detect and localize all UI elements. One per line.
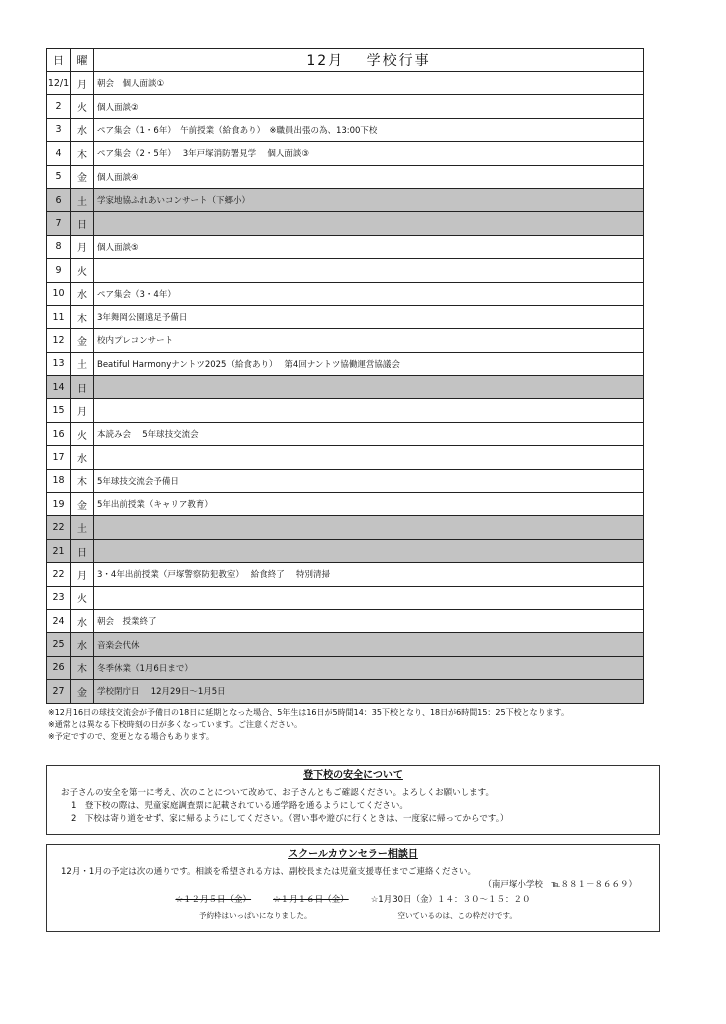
event-cell: 個人面談② bbox=[94, 95, 644, 118]
weekday-cell: 火 bbox=[71, 95, 94, 118]
schedule-row bbox=[47, 259, 644, 282]
event-cell: 5年出前授業（キャリア教育） bbox=[94, 493, 644, 516]
day-cell: 26 bbox=[47, 656, 71, 679]
safety-intro: お子さんの安全を第一に考え、次のことについて改めて、お子さんともご確認ください。よろしくお願いします。 bbox=[61, 788, 494, 798]
event-cell: 5年球技交流会予備日 bbox=[94, 469, 644, 492]
schedule-row bbox=[47, 609, 644, 632]
schedule-row bbox=[47, 493, 644, 516]
weekday-cell: 水 bbox=[71, 609, 94, 632]
weekday-cell: 土 bbox=[71, 352, 94, 375]
day-cell: 23 bbox=[47, 586, 71, 609]
day-cell: 14 bbox=[47, 376, 71, 399]
event-cell: 冬季休業（1月6日まで） bbox=[94, 656, 644, 679]
day-cell: 22 bbox=[47, 563, 71, 586]
weekday-cell: 木 bbox=[71, 469, 94, 492]
day-cell: 19 bbox=[47, 493, 71, 516]
school-contact: （南戸塚小学校 ℡８８１－８６６９） bbox=[483, 880, 637, 890]
day-cell: 5 bbox=[47, 165, 71, 188]
schedule-row bbox=[47, 95, 644, 118]
day-cell: 11 bbox=[47, 305, 71, 328]
schedule-row bbox=[47, 586, 644, 609]
weekday-cell: 木 bbox=[71, 656, 94, 679]
weekday-cell: 火 bbox=[71, 586, 94, 609]
day-cell: 7 bbox=[47, 212, 71, 235]
schedule-row bbox=[47, 399, 644, 422]
weekday-cell: 日 bbox=[71, 376, 94, 399]
counselor-date: ☆１月１６日（金） bbox=[273, 895, 349, 905]
event-cell: ペア集会（2・5年） 3年戸塚消防署見学 個人面談③ bbox=[94, 142, 644, 165]
event-cell: 3・4年出前授業（戸塚警察防犯教室） 給食終了 特別清掃 bbox=[94, 563, 644, 586]
weekday-cell: 月 bbox=[71, 399, 94, 422]
day-cell: 18 bbox=[47, 469, 71, 492]
safety-title: 登下校の安全について bbox=[303, 770, 403, 781]
counselor-date: ☆1月30日（金）１４：３０～１５：２０ bbox=[370, 895, 531, 905]
schedule-row bbox=[47, 212, 644, 235]
weekday-cell: 木 bbox=[71, 142, 94, 165]
event-cell bbox=[94, 446, 644, 469]
counselor-title: スクールカウンセラー相談日 bbox=[288, 849, 418, 860]
weekday-cell: 日 bbox=[71, 539, 94, 562]
schedule-row bbox=[47, 118, 644, 141]
event-cell bbox=[94, 259, 644, 282]
day-cell: 9 bbox=[47, 259, 71, 282]
schedule-row bbox=[47, 142, 644, 165]
day-cell: 21 bbox=[47, 539, 71, 562]
day-cell: 4 bbox=[47, 142, 71, 165]
safety-box bbox=[46, 765, 660, 835]
event-cell: 3年舞岡公園遠足予備日 bbox=[94, 305, 644, 328]
day-cell: 8 bbox=[47, 235, 71, 258]
day-cell: 10 bbox=[47, 282, 71, 305]
weekday-cell: 水 bbox=[71, 118, 94, 141]
safety-item: 2 下校は寄り道をせず、家に帰るようにしてください。（習い事や遊びに行くときは、一度家に帰ってからです。） bbox=[71, 814, 509, 824]
event-cell bbox=[94, 399, 644, 422]
schedule-row bbox=[47, 235, 644, 258]
schedule-row bbox=[47, 188, 644, 211]
schedule-table bbox=[46, 48, 644, 704]
event-cell: 本読み会 5年球技交流会 bbox=[94, 422, 644, 445]
event-cell bbox=[94, 586, 644, 609]
day-cell: 25 bbox=[47, 633, 71, 656]
event-cell: 学校閉庁日 12月29日～1月5日 bbox=[94, 680, 644, 703]
schedule-row bbox=[47, 305, 644, 328]
weekday-cell: 火 bbox=[71, 259, 94, 282]
schedule-row bbox=[47, 680, 644, 703]
note-line: ※予定ですので、変更となる場合もあります。 bbox=[48, 732, 214, 741]
counselor-intro: 12月・1月の予定は次の通りです。相談を希望される方は、副校長または児童支援専任までご連絡ください。 bbox=[61, 867, 477, 877]
header-day: 日 bbox=[47, 49, 71, 72]
day-cell: 27 bbox=[47, 680, 71, 703]
weekday-cell: 月 bbox=[71, 235, 94, 258]
event-cell bbox=[94, 539, 644, 562]
schedule-row bbox=[47, 469, 644, 492]
event-cell: 朝会 授業終了 bbox=[94, 609, 644, 632]
event-cell bbox=[94, 516, 644, 539]
event-cell: ペア集会（1・6年） 午前授業（給食あり） ※職員出張の為、13:00下校 bbox=[94, 118, 644, 141]
weekday-cell: 金 bbox=[71, 680, 94, 703]
weekday-cell: 金 bbox=[71, 329, 94, 352]
event-cell bbox=[94, 212, 644, 235]
schedule-row bbox=[47, 516, 644, 539]
event-cell bbox=[94, 376, 644, 399]
note-line: ※12月16日の球技交流会が予備日の18日に延期となった場合、5年生は16日が5時間14：35下校となり、18日が6時間15：25下校となります。 bbox=[48, 708, 569, 717]
page-title: 12月 学校行事 bbox=[94, 49, 644, 72]
day-cell: 22 bbox=[47, 516, 71, 539]
weekday-cell: 水 bbox=[71, 282, 94, 305]
schedule-row bbox=[47, 352, 644, 375]
weekday-cell: 金 bbox=[71, 493, 94, 516]
event-cell: Beatiful Harmonyナントツ2025（給食あり） 第4回ナントツ協働運営協議会 bbox=[94, 352, 644, 375]
weekday-cell: 日 bbox=[71, 212, 94, 235]
schedule-row bbox=[47, 72, 644, 95]
day-cell: 12 bbox=[47, 329, 71, 352]
event-cell: 個人面談⑤ bbox=[94, 235, 644, 258]
open-note: 空いているのは、この枠だけです。 bbox=[397, 911, 517, 920]
weekday-cell: 金 bbox=[71, 165, 94, 188]
schedule-row bbox=[47, 422, 644, 445]
event-cell: 個人面談④ bbox=[94, 165, 644, 188]
table-header-row bbox=[47, 49, 644, 72]
full-note: 予約枠はいっぱいになりました。 bbox=[199, 911, 312, 920]
day-cell: 12/1 bbox=[47, 72, 71, 95]
event-cell: ペア集会（3・4年） bbox=[94, 282, 644, 305]
day-cell: 6 bbox=[47, 188, 71, 211]
counselor-box bbox=[46, 844, 660, 932]
weekday-cell: 月 bbox=[71, 563, 94, 586]
schedule-row bbox=[47, 563, 644, 586]
weekday-cell: 水 bbox=[71, 446, 94, 469]
schedule-row bbox=[47, 539, 644, 562]
weekday-cell: 土 bbox=[71, 516, 94, 539]
schedule-row bbox=[47, 446, 644, 469]
day-cell: 24 bbox=[47, 609, 71, 632]
weekday-cell: 火 bbox=[71, 422, 94, 445]
schedule-row bbox=[47, 282, 644, 305]
day-cell: 13 bbox=[47, 352, 71, 375]
header-weekday: 曜 bbox=[71, 49, 94, 72]
day-cell: 16 bbox=[47, 422, 71, 445]
event-cell: 音楽会代休 bbox=[94, 633, 644, 656]
schedule-row bbox=[47, 633, 644, 656]
weekday-cell: 水 bbox=[71, 633, 94, 656]
notes bbox=[48, 707, 648, 743]
day-cell: 15 bbox=[47, 399, 71, 422]
event-cell: 校内プレコンサート bbox=[94, 329, 644, 352]
weekday-cell: 土 bbox=[71, 188, 94, 211]
day-cell: 3 bbox=[47, 118, 71, 141]
schedule-row bbox=[47, 376, 644, 399]
weekday-cell: 月 bbox=[71, 72, 94, 95]
day-cell: 17 bbox=[47, 446, 71, 469]
schedule-row bbox=[47, 329, 644, 352]
schedule-row bbox=[47, 165, 644, 188]
day-cell: 2 bbox=[47, 95, 71, 118]
event-cell: 学家地協ふれあいコンサート（下郷小） bbox=[94, 188, 644, 211]
event-cell: 朝会 個人面談① bbox=[94, 72, 644, 95]
weekday-cell: 木 bbox=[71, 305, 94, 328]
counselor-dates bbox=[47, 894, 659, 907]
safety-item: 1 登下校の際は、児童家庭調査票に記載されている通学路を通るようにしてください。 bbox=[71, 801, 408, 811]
counselor-date: ☆１２月５日（金） bbox=[175, 895, 252, 905]
schedule-row bbox=[47, 656, 644, 679]
note-line: ※通常とは異なる下校時刻の日が多くなっています。ご注意ください。 bbox=[48, 720, 303, 729]
